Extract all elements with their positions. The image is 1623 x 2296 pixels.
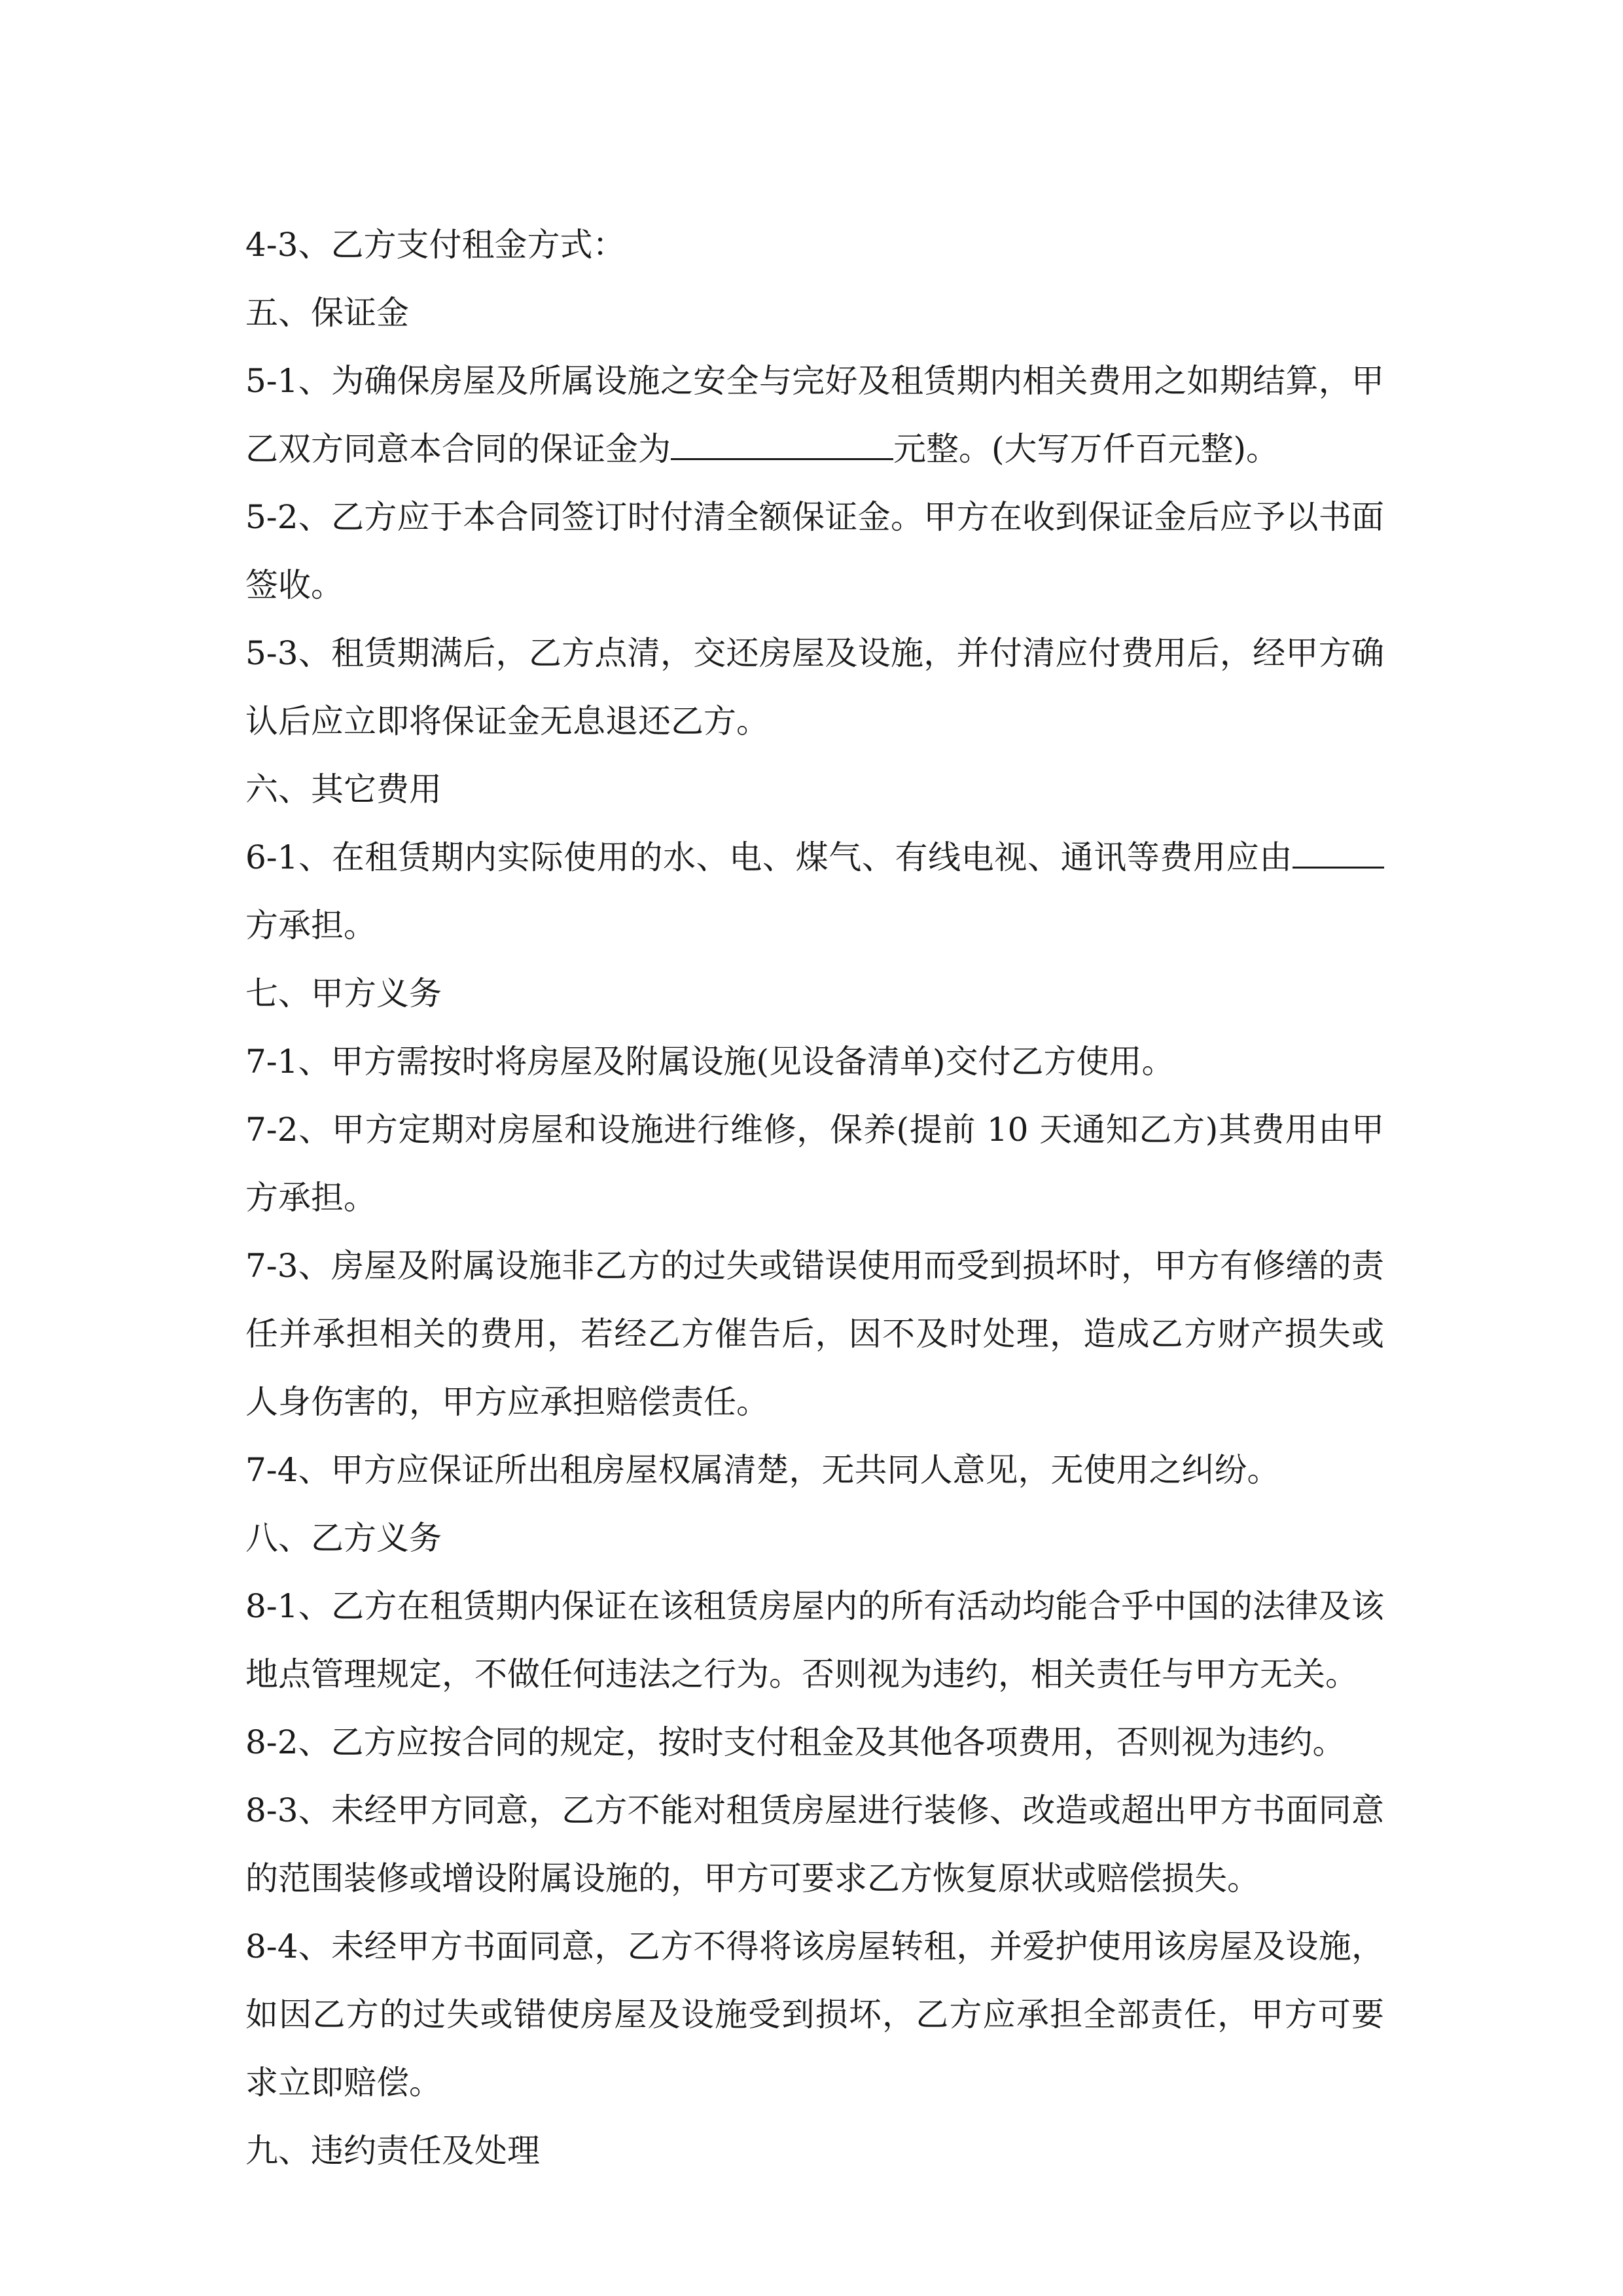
clause-8-2: 8-2、乙方应按合同的规定，按时支付租金及其他各项费用，否则视为违约。	[245, 1723, 1346, 1761]
section-heading-5: 五、保证金	[245, 294, 409, 332]
clause-6-1-text-before: 6-1、在租赁期内实际使用的水、电、煤气、有线电视、通讯等费用应由	[245, 838, 1293, 876]
deposit-amount-blank	[671, 429, 893, 460]
clause-5-3: 5-3、租赁期满后，乙方点清，交还房屋及设施，并付清应付费用后，经甲方确认后应立即将保证金无息退还乙方。	[245, 634, 1384, 740]
clause-8-3: 8-3、未经甲方同意，乙方不能对租赁房屋进行装修、改造或超出甲方书面同意的范围装修或增设附属设施的，甲方可要求乙方恢复原状或赔偿损失。	[245, 1791, 1384, 1897]
clause-5-1	[245, 347, 1384, 483]
fee-party-blank	[1293, 838, 1384, 869]
section-heading-9: 九、违约责任及处理	[245, 2132, 540, 2170]
clause-8-4: 8-4、未经甲方书面同意，乙方不得将该房屋转租，并爱护使用该房屋及设施，如因乙方的过失或错使房屋及设施受到损坏，乙方应承担全部责任，甲方可要求立即赔偿。	[245, 1928, 1384, 2102]
document-body	[245, 211, 1384, 2185]
clause-7-4: 7-4、甲方应保证所出租房屋权属清楚，无共同人意见，无使用之纠纷。	[245, 1451, 1280, 1489]
clause-7-2: 7-2、甲方定期对房屋和设施进行维修，保养(提前 10 天通知乙方)其费用由甲方承担。	[245, 1111, 1384, 1217]
clause-6-1-text-after: 方承担。	[245, 906, 376, 944]
clause-8-1: 8-1、乙方在租赁期内保证在该租赁房屋内的所有活动均能合乎中国的法律及该地点管理规定，不做任何违法之行为。否则视为违约，相关责任与甲方无关。	[245, 1587, 1384, 1693]
clause-6-1	[245, 823, 1384, 960]
section-heading-7: 七、甲方义务	[245, 975, 442, 1013]
clause-5-2: 5-2、乙方应于本合同签订时付清全额保证金。甲方在收到保证金后应予以书面签收。	[245, 498, 1384, 604]
clause-5-1-text-after: 元整。(大写万仟百元整)。	[893, 430, 1279, 468]
clause-4-3: 4-3、乙方支付租金方式：	[245, 226, 626, 264]
section-heading-8: 八、乙方义务	[245, 1519, 442, 1557]
clause-5-1-text-before: 5-1、为确保房屋及所属设施之安全与完好及租赁期内相关费用之如期结算，甲乙双方同意本合同的保证金为	[245, 362, 1384, 468]
clause-7-3: 7-3、房屋及附属设施非乙方的过失或错误使用而受到损坏时，甲方有修缮的责任并承担相关的费用，若经乙方催告后，因不及时处理，造成乙方财产损失或人身伤害的，甲方应承担赔偿责任。	[245, 1247, 1384, 1421]
clause-7-1: 7-1、甲方需按时将房屋及附属设施(见设备清单)交付乙方使用。	[245, 1043, 1175, 1081]
section-heading-6: 六、其它费用	[245, 770, 442, 808]
